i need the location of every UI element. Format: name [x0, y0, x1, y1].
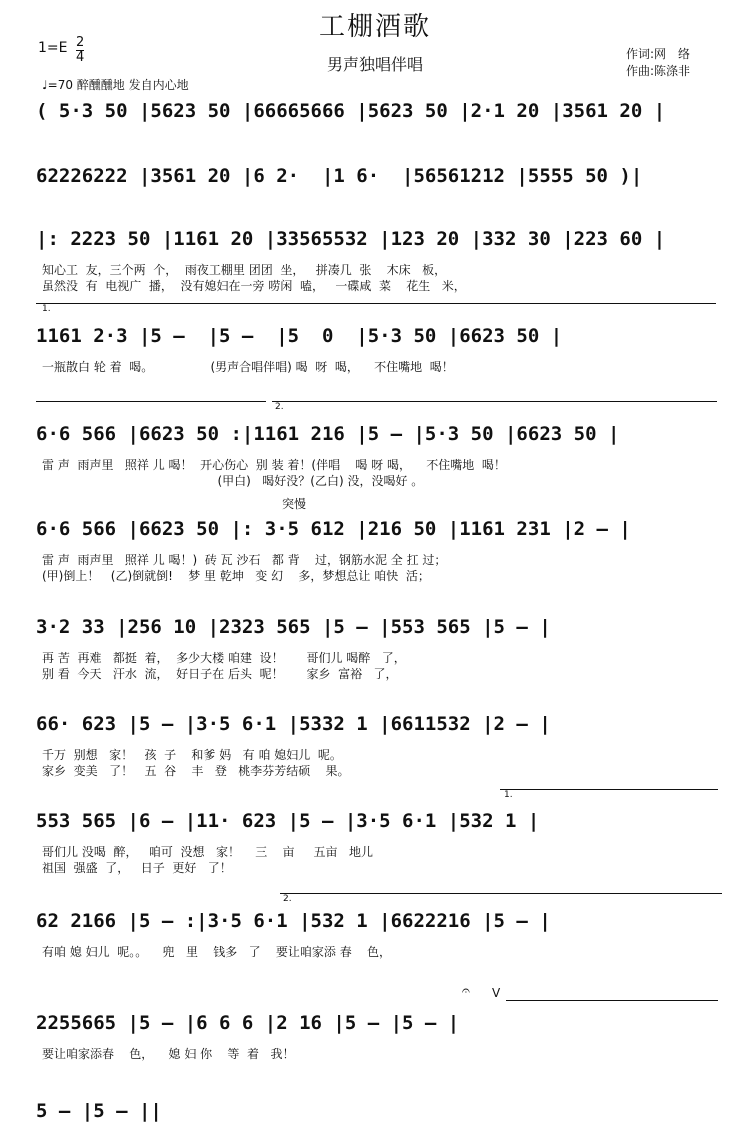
notation-row: 62226222 |3561 20 |6 2· |1 6· |56561212 |5555 50 )| [36, 165, 643, 187]
lyric-line-2: 祖国 强盛 了， 日子 更好 了！ [42, 861, 232, 875]
volta-line-1 [36, 303, 716, 304]
lyric-line-2: (甲)倒上！ (乙)倒就倒! 梦 里 乾坤 变 幻 多，梦想总让 咱快 活； [42, 569, 430, 583]
notation-row: ( 5·3 50 |5623 50 |66665666 |5623 50 |2·1 20 |3561 20 | [36, 100, 666, 122]
subtitle: 男声独唱伴唱 [326, 55, 423, 74]
lyric-line-2: 虽然没 有 电视广 播， 没有媳妇在一旁 唠闲 嗑， 一碟咸 菜 花生 米， [42, 279, 466, 293]
notation-row: 3·2 33 |256 10 |2323 565 |5 — |553 565 |5 — | [36, 616, 551, 638]
notation-row: 66· 623 |5 — |3·5 6·1 |5332 1 |6611532 |2 — | [36, 713, 551, 735]
lyric-line-2: 家乡 变美 了！ 五 谷 丰 登 桃李芬芳结硕 果。 [42, 764, 350, 778]
fermata-mark: 𝄐 [462, 983, 470, 999]
volta-line-5 [280, 893, 722, 894]
notation-row: 62 2166 |5 — :|3·5 6·1 |532 1 |6622216 |5 — | [36, 910, 551, 932]
notation-row: 553 565 |6 — |11· 623 |5 — |3·5 6·1 |532 1 | [36, 810, 540, 832]
notation-row: 2255665 |5 — |6 6 6 |2 16 |5 — |5 — | [36, 1012, 460, 1034]
volta-1b-label: 1. [504, 790, 513, 800]
volta-line-4 [500, 789, 718, 790]
credits [626, 46, 690, 80]
lyric-line: 雷 声 雨声里 照祥 儿 喝！ 开心伤心 别 装 着！(伴唱 喝 呀 喝， 不住嘴地 喝！ [42, 458, 506, 472]
lyric-line: 有咱 媳 妇儿 呢。。 兜 里 钱多 了 要让咱家添 春 色， [42, 945, 391, 959]
notation-row: 5 — |5 — || [36, 1100, 162, 1122]
volta-2-label: 2. [275, 402, 284, 412]
key-signature: 1=E [38, 40, 68, 56]
tempo-marking: ♩=70 醉醺醺地 发自内心地 [42, 78, 189, 92]
notation-row: |: 2223 50 |1161 20 |33565532 |123 20 |332 30 |223 60 | [36, 228, 666, 250]
lyricist: 作词:网 络 [625, 47, 690, 61]
volta-line-2 [36, 401, 266, 402]
meter-top: 2 [76, 35, 85, 50]
meter-bottom: 4 [76, 50, 85, 65]
lyric-line-2: (甲白) 喝好没？(乙白) 没，没喝好 。 [42, 474, 424, 488]
notation-row: 6·6 566 |6623 50 :|1161 216 |5 — |5·3 50 |6623 50 | [36, 423, 620, 445]
lyric-line: 千万 别想 家！ 孩 子 和爹 妈 有 咱 媳妇儿 呢。 [42, 748, 342, 762]
volta-1-label: 1. [42, 304, 51, 314]
volta-line-3 [272, 401, 717, 402]
composer: 作曲:陈涤非 [625, 64, 690, 78]
lyric-line: 雷 声 雨声里 照祥 儿 喝！) 砖 瓦 沙石 都 背 过，钢筋水泥 全 扛 过； [42, 553, 447, 567]
lyric-line: 要让咱家添春 色， 媳 妇 你 等 着 我！ [42, 1047, 295, 1061]
lyric-line: 知心工 友，三个两 个， 雨夜工棚里 团团 坐， 拼凑几 张 木床 板， [42, 263, 447, 277]
lyric-line: 哥们儿 没喝 醉， 咱可 没想 家！ 三 亩 五亩 地儿 [42, 845, 373, 859]
tie-line [506, 1000, 718, 1001]
volta-2b-label: 2. [283, 894, 292, 904]
page-title: 工棚酒歌 [318, 12, 431, 42]
tempo-change-mark: 突慢 [282, 497, 307, 511]
lyric-line-2: 别 看 今天 汗水 流， 好日子在 后头 呢！ 家乡 富裕 了， [42, 667, 398, 681]
breath-mark: V [492, 986, 501, 1000]
lyric-line: 一瓶散白 轮 着 喝。 (男声合唱伴唱) 喝 呀 喝， 不住嘴地 喝！ [42, 360, 454, 374]
time-signature [76, 36, 84, 65]
notation-row: 1161 2·3 |5 — |5 — |5 0 |5·3 50 |6623 50 | [36, 325, 563, 347]
notation-row: 6·6 566 |6623 50 |: 3·5 612 |216 50 |1161 231 |2 — | [36, 518, 631, 540]
lyric-line: 再 苦 再难 都挺 着， 多少大楼 咱建 设！ 哥们儿 喝醉 了， [42, 651, 406, 665]
